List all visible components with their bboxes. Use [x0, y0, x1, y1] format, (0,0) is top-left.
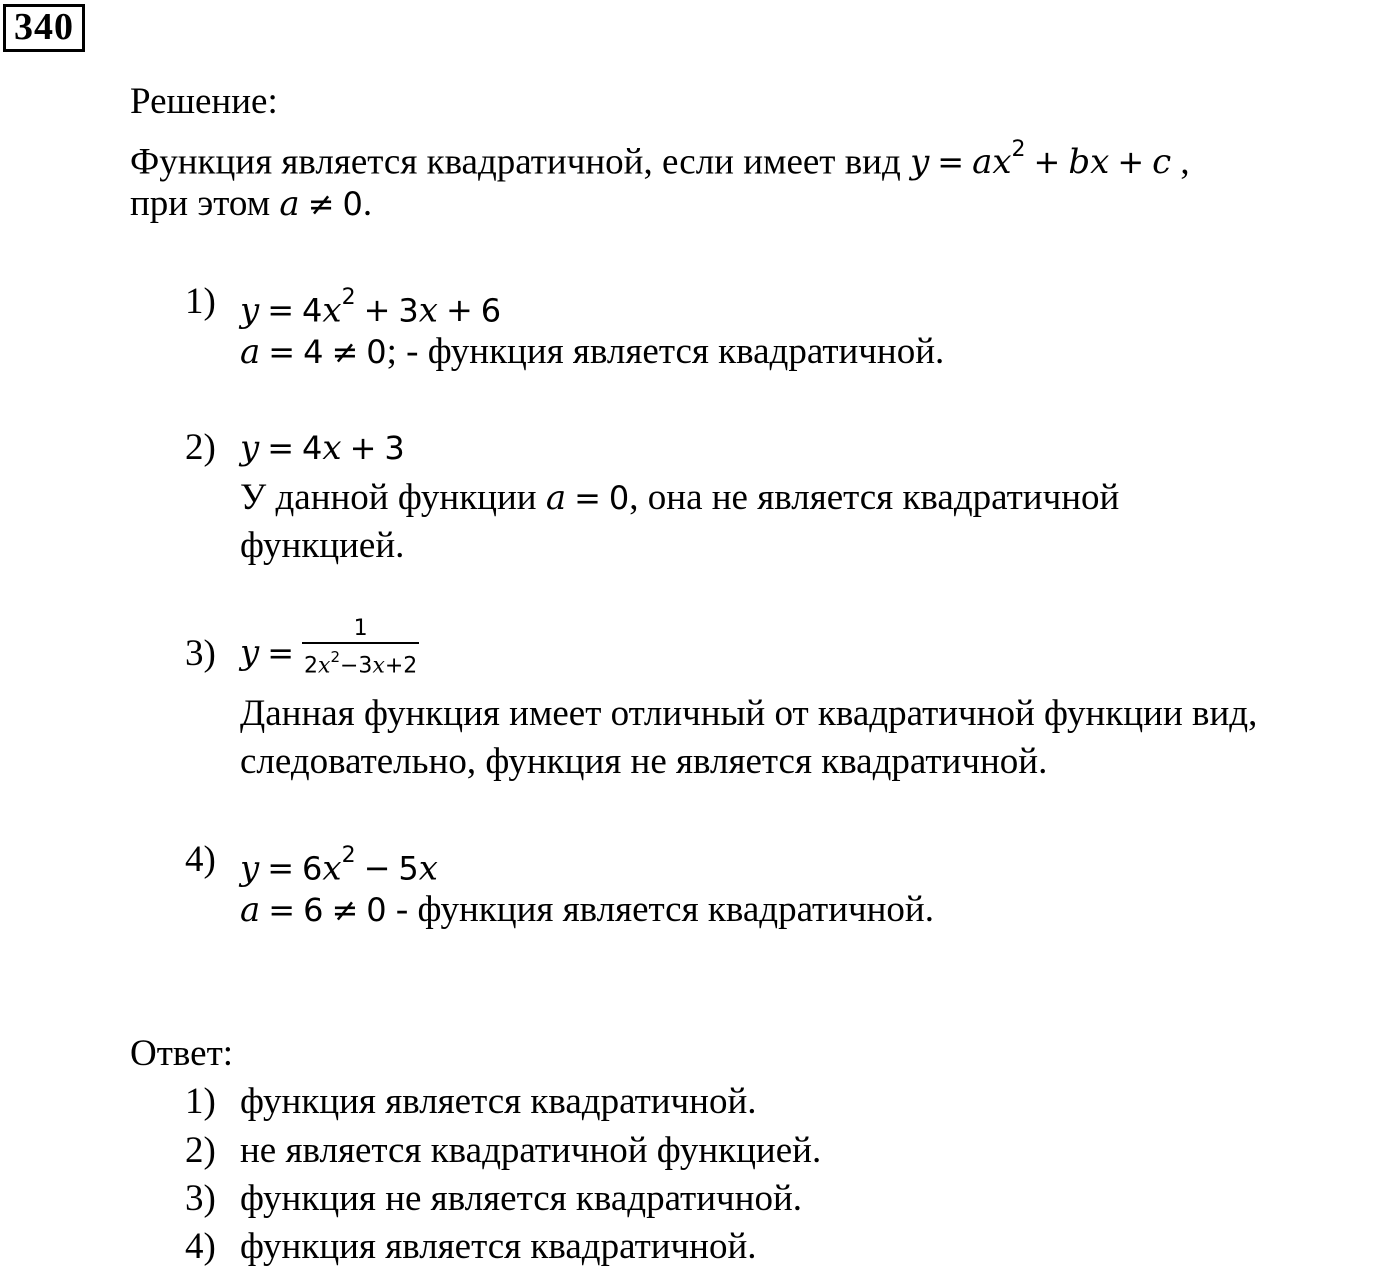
item-2-note-line-2: функцией. — [240, 525, 405, 566]
intro-line-1: Функция является квадратичной, если имеет вид $y = ax^2$ + bx + c , — [130, 137, 1190, 183]
item-2-note-line-1: У данной функции a = 0, она не является квадратичной — [240, 477, 1120, 518]
answer-label: Ответ: — [130, 1033, 234, 1074]
intro-condition-formula: a ≠ 0 — [279, 184, 363, 224]
intro-formula: $y = ax^2$ + bx + c — [910, 137, 1172, 183]
answer-4-text: функция является квадратичной. — [240, 1226, 757, 1267]
item-3-marker: 3) — [185, 633, 216, 674]
item-2-formula: y = 4x + 3 — [240, 428, 405, 468]
solution-label: Решение: — [130, 81, 278, 122]
problem-number: 340 — [3, 4, 85, 52]
item-4-note: a = 6 ≠ 0 - функция является квадратичной. — [240, 889, 934, 930]
answer-1-text: функция является квадратичной. — [240, 1081, 757, 1122]
item-4-marker: 4) — [185, 839, 216, 880]
answer-4-marker: 4) — [185, 1226, 216, 1267]
intro-line-2: при этом a ≠ 0. — [130, 183, 373, 224]
item-1-formula: $y = 4x^2 + 3x + 6$ — [240, 285, 502, 331]
intro-condition-text: при этом — [130, 183, 271, 224]
answer-1-marker: 1) — [185, 1081, 216, 1122]
answer-3-text: функция не является квадратичной. — [240, 1178, 802, 1219]
answer-3-marker: 3) — [185, 1178, 216, 1219]
item-1-note: a = 4 ≠ 0; - функция является квадратичной. — [240, 331, 945, 372]
intro-text: Функция является квадратичной, если имеет вид — [130, 141, 901, 183]
answer-2-marker: 2) — [185, 1130, 216, 1171]
item-3-denominator: $2x^2-3x+2$ — [304, 648, 418, 679]
item-2-marker: 2) — [185, 427, 216, 468]
item-3-formula: y = $\frac{1}{2x^2-3x+2}$ — [240, 620, 419, 685]
item-3-fraction: $\frac{1}{2x^2-3x+2}$ — [302, 616, 419, 681]
item-3-note-line-2: следовательно, функция не является квадратичной. — [240, 741, 1048, 782]
item-1-marker: 1) — [185, 281, 216, 322]
answer-2-text: не является квадратичной функцией. — [240, 1130, 822, 1171]
item-4-formula: $y = 6x^2 - 5x$ — [240, 843, 438, 889]
item-3-note-line-1: Данная функция имеет отличный от квадратичной функции вид, — [240, 693, 1258, 734]
